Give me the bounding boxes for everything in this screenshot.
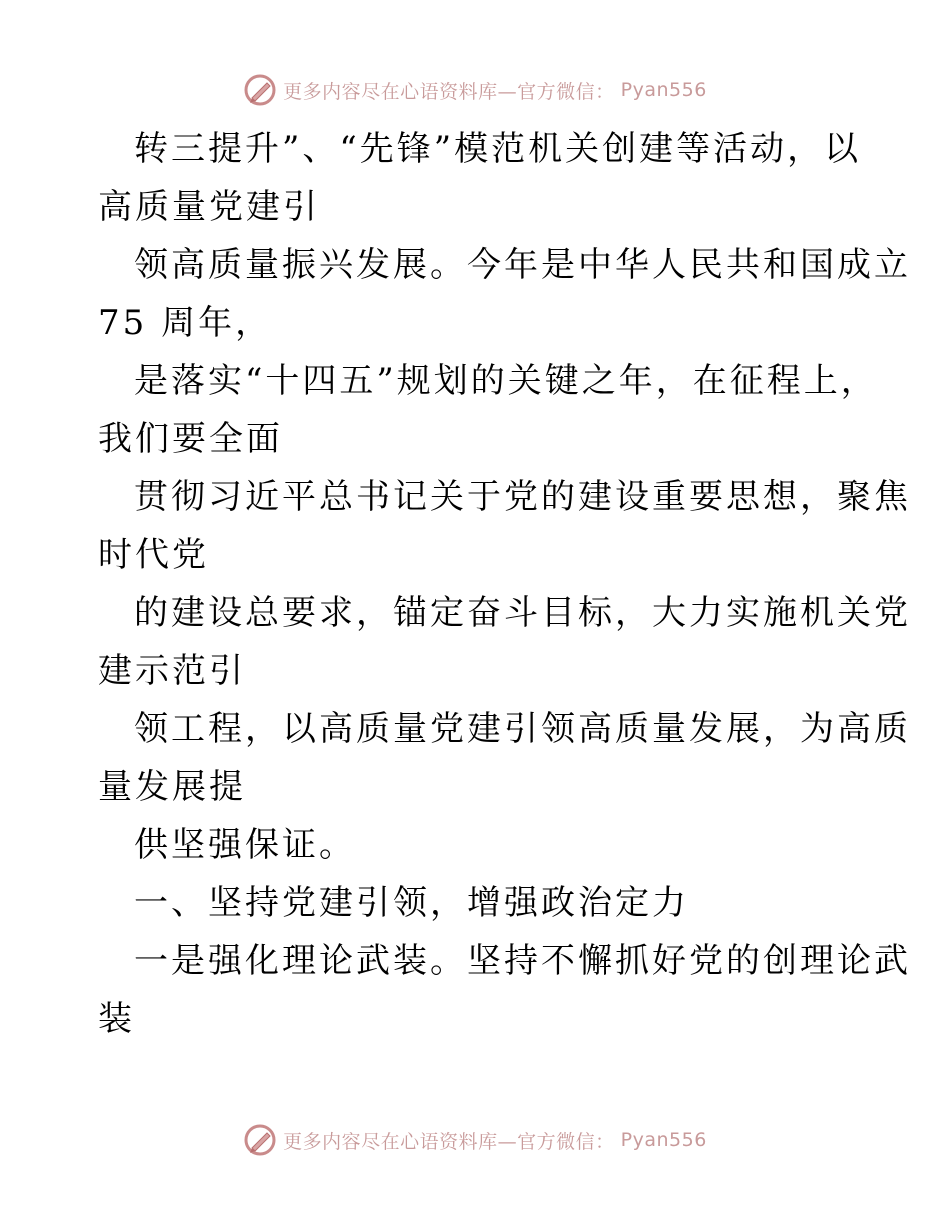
pen-logo-icon [243,1123,277,1157]
text-line: 贯彻习近平总书记关于党的建设重要思想，聚焦 [134,477,911,517]
text-line: 高质量党建引 [98,187,320,227]
watermark-id: Pyan556 [620,79,707,101]
text-line: 领工程，以高质量党建引领高质量发展，为高质 [134,709,911,749]
document-body [98,120,911,1048]
watermark-text: 更多内容尽在心语资料库—官方微信： [283,1130,615,1153]
footer-watermark [0,1120,950,1160]
text-line: 供坚强保证。 [134,825,356,865]
watermark-id: Pyan556 [620,1129,707,1151]
text-line: 我们要全面 [98,419,283,459]
header-watermark [0,70,950,110]
text-line: 一是强化理论武装。坚持不懈抓好党的创理论武 [134,941,911,981]
text-line: 75 周年， [98,303,273,343]
watermark-text: 更多内容尽在心语资料库—官方微信： [283,80,615,103]
pen-logo-icon [243,73,277,107]
text-line: 的建设总要求，锚定奋斗目标，大力实施机关党 [134,593,911,633]
text-line: 是落实“十四五”规划的关键之年，在征程上， [134,361,878,401]
text-line: 领高质量振兴发展。今年是中华人民共和国成立 [134,245,911,285]
text-line: 建示范引 [98,651,246,691]
text-line: 转三提升”、“先锋”模范机关创建等活动，以 [134,129,862,169]
text-line: 装 [98,999,135,1039]
text-line: 时代党 [98,535,209,575]
section-heading: 一、坚持党建引领，增强政治定力 [134,883,689,923]
text-line: 量发展提 [98,767,246,807]
